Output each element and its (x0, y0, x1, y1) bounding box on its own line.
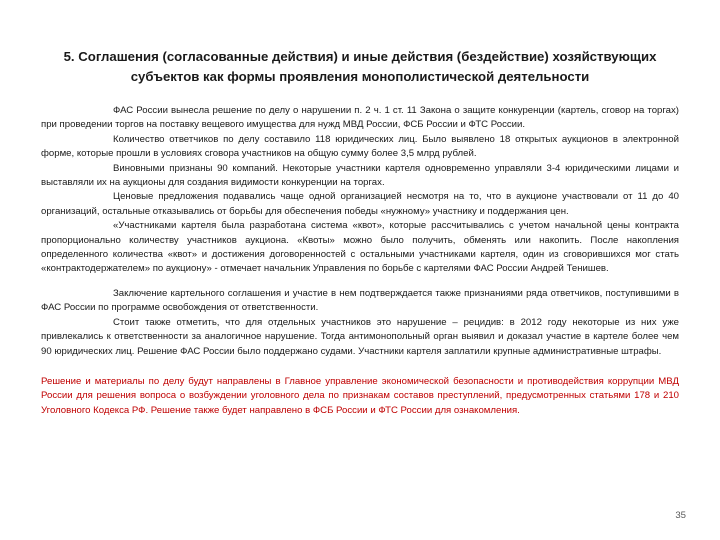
page-number: 35 (675, 510, 686, 521)
slide-title (40, 47, 680, 87)
paragraph-defendants: Количество ответчиков по делу составило 118 юридических лиц. Было выявлено 18 открытых аукционов в электронной форме, которые прошли в условиях сговора участников на общую сумму более 3,5 млрд рублей. (41, 133, 679, 160)
paragraph-price-offers: Ценовые предложения подавались чаще одной организацией несмотря на то, что в аукционе участвовали от 11 до 40 организаций, остальные отказывались от борьбы для обеспечения победы «нужному» участнику и поддержания цен. (41, 191, 679, 217)
title-line-2: субъектов как формы проявления монополистической деятельности (130, 69, 590, 84)
paragraph-recidivism: Стоит также отметить, что для отдельных участников это нарушение – рецидив: в 2012 году некоторые из них уже привлекались к ответственности за аналогичное нарушение. Тогда антимонопольный орган выявил и доказал участие в картеле более чем 90 юридических лиц. Решение ФАС России было поддержано судами. Участники картеля заплатили крупные административные штрафы. (41, 316, 679, 357)
paragraph-guilty: Виновными признаны 90 компаний. Некоторые участники картеля одновременно управляли 3-4 юридическими лицами и выставляли их на аукционы для создания видимости конкуренции на торгах. (41, 162, 679, 189)
paragraph-quota-system: «Участниками картеля была разработана система «квот», которые рассчитывались с учетом начальной цены контракта пропорционально количеству участников аукциона. «Квоты» можно было получить, обменять или накопить. После накопления определенного количества «квот» и достижения договоренностей с остальными участниками картеля, один из сговорившихся мог стать «контрактодержателем» по аукциону» - отмечает начальник Управления по борьбе с картелями ФАС России Андрей Тенишев. (41, 220, 679, 275)
paragraph-confirmation: Заключение картельного соглашения и участие в нем подтверждается также признаниями ряда ответчиков, поступившими в ФАС России по программе освобождения от ответственности. (41, 287, 679, 314)
title-line-1: 5. Соглашения (согласованные действия) и иные действия (бездействие) хозяйствующих (63, 49, 657, 64)
slide-body (41, 104, 679, 418)
paragraph-referral: Решение и материалы по делу будут направлены в Главное управление экономической безопасности и противодействия коррупции МВД России для решения вопроса о возбуждении уголовного дела по признакам составов преступлений, предусмотренных статьями 178 и 210 Уголовного Кодекса РФ. Решение также будет направлено в ФСБ России и ФТС России для ознакомления. (41, 375, 679, 416)
paragraph-decision: ФАС России вынесла решение по делу о нарушении п. 2 ч. 1 ст. 11 Закона о защите конкуренции (картель, сговор на торгах) при проведении торгов на поставку вещевого имущества для нужд МВД России, ФСБ России и ФТС России. (41, 105, 679, 131)
